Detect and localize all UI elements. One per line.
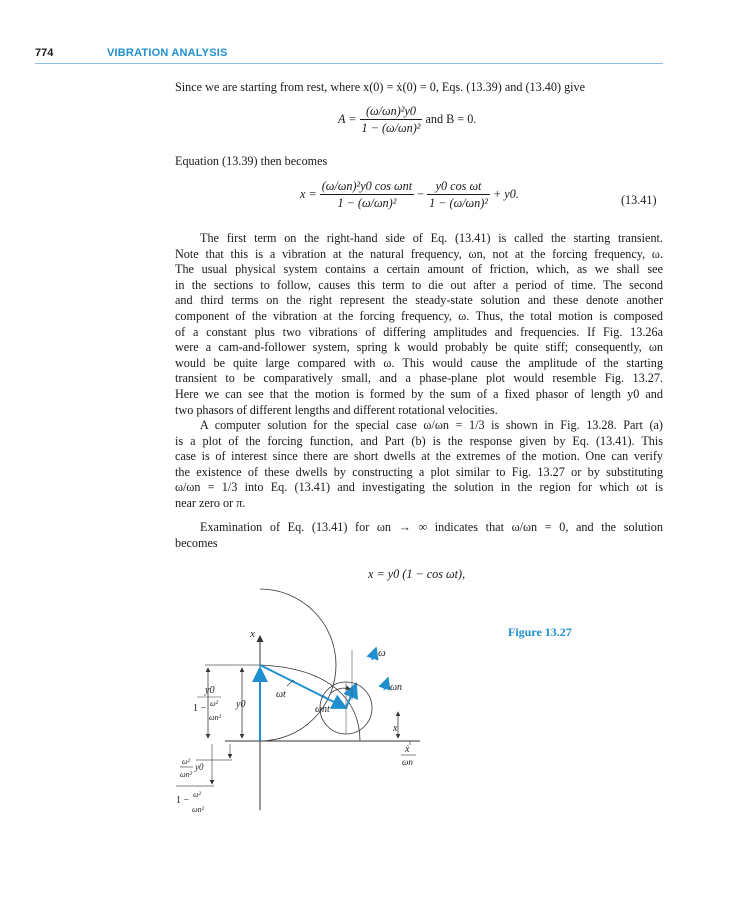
paragraph-3: Examination of Eq. (13.41) for ωn → ∞ indicates that ω/ωn = 0, and the solution becomes: [175, 520, 663, 550]
wn2-label-2: ωn²: [192, 805, 205, 814]
x-small-label: x: [393, 723, 398, 734]
one-minus-label-2: 1 −: [176, 795, 190, 806]
page-number: 774: [35, 47, 54, 59]
y0-top-label: y0: [205, 685, 215, 696]
omega-n-arrow: [384, 678, 388, 690]
xdot-num-label: ẋ: [405, 744, 410, 755]
w2-label-1: ω²: [210, 699, 219, 708]
equation-lead: Equation (13.39) then becomes: [175, 154, 328, 168]
equation-number: (13.41): [621, 193, 657, 207]
omega-label: ω: [378, 647, 386, 659]
section-title: VIBRATION ANALYSIS: [107, 47, 228, 59]
xdot-den-label: ωn: [402, 757, 413, 767]
intro-line: Since we are starting from rest, where x(0) = ẋ(0) = 0, Eqs. (13.39) and (13.40) give: [175, 80, 586, 94]
x-axis-label: x: [250, 628, 255, 640]
w2-label-2: ω²: [193, 790, 202, 799]
transient-phasor: [346, 684, 356, 708]
omega-n-t-label: ωnt: [315, 704, 330, 715]
omega-n-label: ωn: [390, 682, 403, 693]
equation-limit: x = y0 (1 − cos ωt),: [368, 567, 466, 581]
wn2-y0-den-label: ωn²: [180, 770, 193, 779]
wn2-y0-num-label: ω²: [182, 757, 191, 766]
wn2-label-1: ωn²: [209, 713, 222, 722]
omega-arrow: [372, 648, 376, 660]
y0-mid-label: y0: [236, 699, 246, 710]
wn2-y0-tail-label: y0: [195, 762, 204, 772]
omega-t-label: ωt: [276, 689, 286, 700]
paragraph-1: The first term on the right-hand side of Eq. (13.41) is called the starting transient. Note that this is a vibration at the natural frequency, ωn, not at the forcing frequency, ω. The usual physical system contains a certain amount of friction, which, as we shall see in the sections to follow, causes this term to die out after a period of time. The second and third terms on the right represent the steady-state solution and these denote another component of the vibration at the forcing frequency, ω. Thus, the total motion is composed of a constant plus two vibrations of differing amplitudes and frequencies. If Fig. 13.26a were a cam-and-follower system, spring k would probably be quite stiff; consequently, ωn would be quite large compared with ω. This would cause the amplitude of the starting transient to be comparatively small, and a phase-plane plot would resemble Fig. 13.27. Here we can see that the motion is formed by the sum of a fixed phasor of length y0 and two phasors of different lengths and different rotational velocities.: [175, 231, 663, 417]
equation-13-41: x = $\frac{\text{(ω/ωn)²y0 cos ωnt}}{\text{1 − (ω/ωn)²}}$ − $\frac{\text{y0 cos ωt}}{\text{1 − (ω/ωn)²}}$ + y0.: [300, 179, 519, 210]
figure-caption: Figure 13.27: [508, 625, 572, 639]
paragraph-2: A computer solution for the special case ω/ωn = 1/3 is shown in Fig. 13.28. Part (a) is a plot of the forcing function, and Part (b) is the response given by Eq. (13.41). This case is of interest since there are short dwells at the extremes of the motion. One can verify the existence of these dwells by constructing a plot similar to Fig. 13.27 or by substituting ω/ωn = 1/3 into Eq. (13.41) and investigating the solution in the region for which ωt is near zero or π.: [175, 418, 663, 510]
one-minus-label-1: 1 −: [193, 703, 207, 714]
equation-a: A = $\frac{\text{(ω/ωn)²y0}}{\text{1 − (ω/ωn)²}}$ and B = 0.: [338, 104, 477, 135]
large-arc: [260, 589, 336, 741]
